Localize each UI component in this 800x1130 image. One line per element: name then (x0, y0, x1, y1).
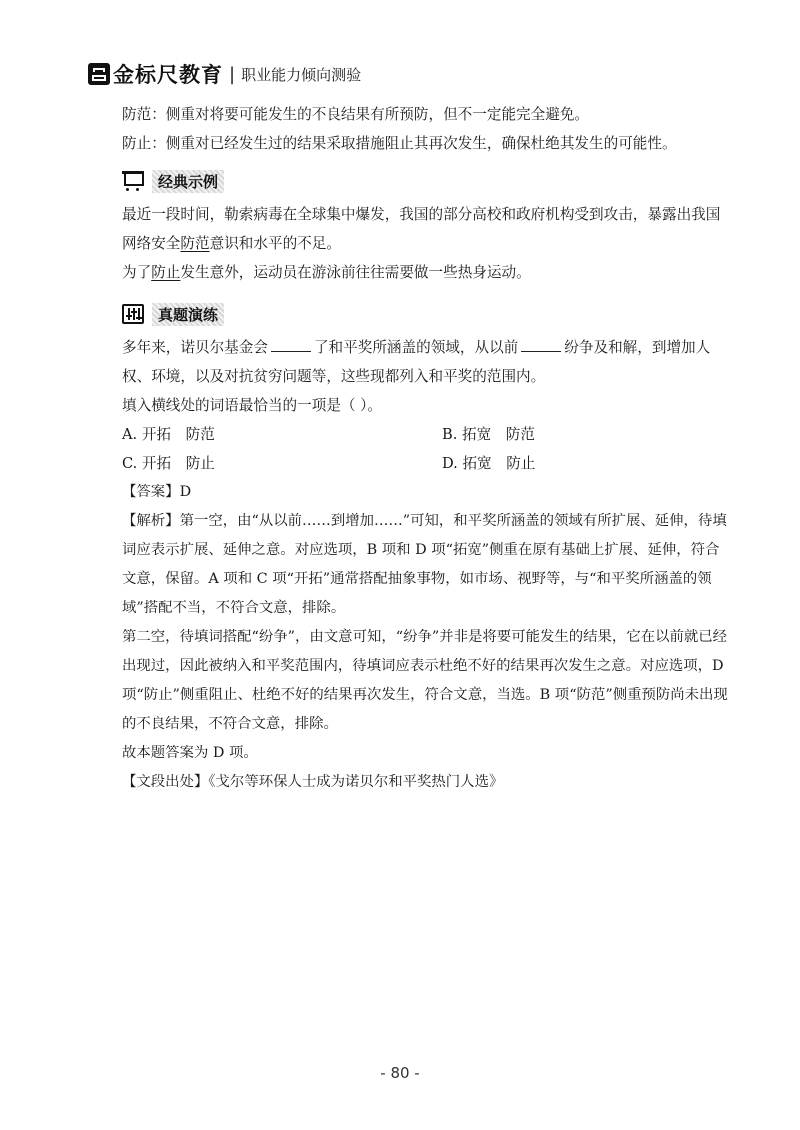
underlined-word-fangfan: 防范 (180, 235, 210, 252)
explanation-paragraph-1: 【解析】第一空，由“从以前……到增加……”可知，和平奖所涵盖的领域有所扩展、延伸，待填词应表示扩展、延伸之意。对应选项，B 项和 D 项“拓宽”侧重在原有基础上扩展、延伸，符合文意，保留。A 项和 C 项“开拓”通常搭配抽象事物，如市场、视野等，与“和平奖所涵盖的领域”搭配不当，不符合文意，排除。 (122, 513, 727, 616)
equalizer-icon (122, 304, 144, 324)
underlined-word-fangzhi: 防止 (151, 264, 181, 281)
answer-options (122, 420, 732, 478)
blank-2 (521, 337, 561, 352)
section-title-examples: 经典示例 (152, 170, 224, 193)
section-title-practice: 真题演练 (152, 303, 224, 326)
source-line: 【文段出处】《戈尔等环保人士成为诺贝尔和平奖热门人选》 (122, 774, 504, 790)
question-prompt: 填入横线处的词语最恰当的一项是（ ）。 (122, 397, 383, 414)
blank-1 (271, 337, 311, 352)
option-d: D. 拓宽 防止 (442, 455, 536, 472)
explanation-paragraph-2: 第二空，待填词搭配“纷争”，由文意可知，“纷争”并非是将要可能发生的结果，它在以前就已经出现过，因此被纳入和平奖范围内，待填词应表示杜绝不好的结果再次发生之意。对应选项，D 项“防止”侧重阻止、杜绝不好的结果再次发生，符合文意，当选。B 项“防范”侧重预防尚未出现的不良结果，不符合文意，排除。 (122, 629, 728, 732)
example-2: 为了防止发生意外，运动员在游泳前往往需要做一些热身运动。 (122, 264, 531, 281)
page-content (122, 100, 732, 797)
cart-icon (122, 171, 144, 191)
answer-line: 【答案】D (122, 484, 192, 500)
brand-logo-icon (88, 63, 110, 85)
option-b: B. 拓宽 防范 (442, 426, 535, 443)
section-header-examples (122, 168, 732, 194)
definition-fangzhi: 防止：侧重对已经发生过的结果采取措施阻止其再次发生，确保杜绝其发生的可能性。 (122, 135, 677, 152)
example-1: 最近一段时间，勒索病毒在全球集中爆发，我国的部分高校和政府机构受到攻击，暴露出我国网络安全防范意识和水平的不足。 (122, 206, 721, 252)
section-header-practice (122, 301, 732, 327)
question-text: 多年来，诺贝尔基金会 了和平奖所涵盖的领域，从以前 纷争及和解，到增加人权、环境，以及对抗贫穷问题等，这些现都列入和平奖的范围内。 (122, 339, 711, 385)
brand-name: 金标尺教育 (113, 63, 223, 87)
option-c: C. 开拓 防止 (122, 455, 215, 472)
definition-fangfan: 防范：侧重对将要可能发生的不良结果有所预防，但不一定能完全避免。 (122, 106, 590, 123)
page-header (88, 60, 361, 88)
explanation-block (122, 478, 732, 797)
header-separator: | (229, 63, 236, 85)
page-number: - 80 - (380, 1064, 420, 1082)
header-subtitle: 职业能力倾向测验 (241, 65, 362, 84)
option-a: A. 开拓 防范 (122, 426, 215, 443)
conclusion-line: 故本题答案为 D 项。 (122, 745, 258, 761)
